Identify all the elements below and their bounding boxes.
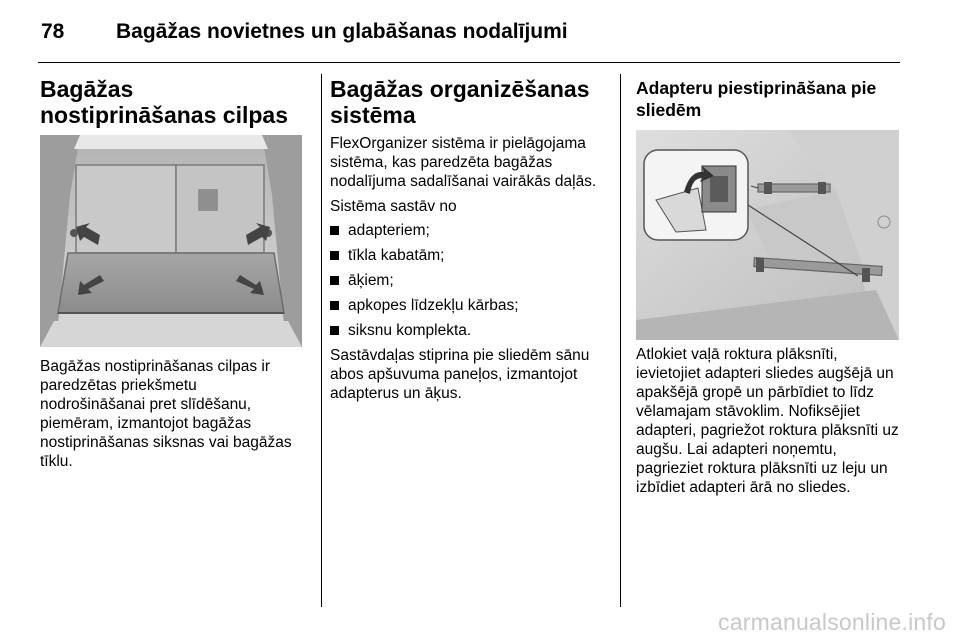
list-item-text: tīkla kabatām; xyxy=(348,247,445,264)
list-item xyxy=(330,296,610,315)
list-item xyxy=(330,271,610,290)
bullet-square-icon xyxy=(330,301,339,310)
column-organizer-system xyxy=(330,66,610,403)
chapter-title: Bagāžas novietnes un glabāšanas nodalījumi xyxy=(116,20,568,43)
section-heading-tie-down-loops: Bagāžas nostiprināšanas cilpas xyxy=(40,76,288,128)
organizer-list-intro: Sistēma sastāv no xyxy=(330,198,457,215)
list-item xyxy=(330,321,610,340)
list-item-text: apkopes līdzekļu kārbas; xyxy=(348,297,519,314)
watermark: carmanualsonline.info xyxy=(718,609,946,635)
organizer-intro-paragraph: FlexOrganizer sistēma ir pielāgojama sistēma, kas paredzēta bagāžas nodalījuma sadalīšanai vairākās daļās. xyxy=(330,135,597,190)
tie-down-loops-paragraph: Bagāžas nostiprināšanas cilpas ir paredzētas priekšmetu nodrošināšanai pret slīdēšanu, piemēram, izmantojot bagāžas nostiprināšanas siksnas vai bagāžas tīklu. xyxy=(40,358,292,470)
section-heading-organizer-system: Bagāžas organizēšanas sistēma xyxy=(330,76,590,128)
adapter-mounting-paragraph: Atlokiet vaļā roktura plāksnīti, ievietojiet adapteri sliedes augšējā un apakšējā gropē un pārbīdiet to līdz vēlamajam stāvoklim. Nofiksējiet adapteri, pagriežot roktura plāksnīti uz augšu. Lai adapteri noņemtu, pagrieziet roktura plāksnīti uz leju un izbīdiet adapteri ārā no sliedes. xyxy=(636,346,899,496)
column-divider-right xyxy=(620,74,621,607)
list-item-text: āķiem; xyxy=(348,272,394,289)
list-item xyxy=(330,221,610,240)
trunk-illustration-svg xyxy=(40,135,302,347)
adapter-rail-mounting-illustration xyxy=(636,130,899,340)
column-tie-down-loops xyxy=(40,66,305,128)
adapter-illustration-svg xyxy=(636,130,899,340)
bullet-square-icon xyxy=(330,276,339,285)
column-divider-left xyxy=(321,74,322,607)
column-tie-down-loops-text xyxy=(40,357,305,471)
section-heading-adapter-mounting: Adapteru piestiprināšana pie sliedēm xyxy=(636,78,877,120)
bullet-square-icon xyxy=(330,251,339,260)
list-item-text: siksnu komplekta. xyxy=(348,322,472,339)
list-item-text: adapteriem; xyxy=(348,222,430,239)
column-adapter-mounting-text xyxy=(636,345,906,497)
list-item xyxy=(330,246,610,265)
bullet-square-icon xyxy=(330,226,339,235)
luggage-compartment-tie-down-loops-illustration xyxy=(40,135,302,347)
header-rule xyxy=(38,62,900,63)
bullet-square-icon xyxy=(330,326,339,335)
component-list xyxy=(330,221,610,340)
organizer-outro-paragraph: Sastāvdaļas stiprina pie sliedēm sānu abos apšuvuma paneļos, izmantojot adapterus un āķus. xyxy=(330,347,590,402)
column-adapter-mounting xyxy=(636,66,906,121)
page-number: 78 xyxy=(41,20,65,43)
